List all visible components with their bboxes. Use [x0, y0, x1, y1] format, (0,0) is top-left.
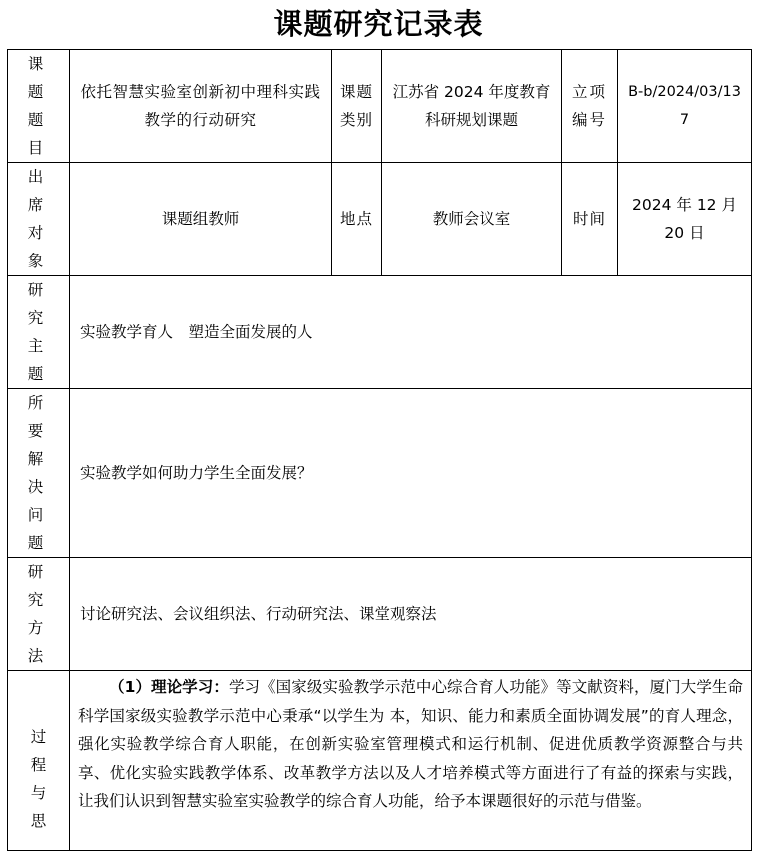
process-label-char-2: 程: [30, 755, 47, 774]
attendees-value: 课题组教师: [70, 163, 332, 276]
process-label-char-3: 与: [30, 783, 47, 802]
time-value: 2024 年 12 月 20 日: [618, 163, 752, 276]
problem-value: 实验教学如何助力学生全面发展？: [70, 389, 752, 558]
research-theme-label: [8, 276, 70, 389]
category-value: 江苏省 2024 年度教育科研规划课题: [382, 50, 562, 163]
project-no-value: B-b/2024/03/137: [618, 50, 752, 163]
problem-label-text: 所 要 解 决 问题: [27, 394, 50, 552]
process-content: [70, 671, 752, 851]
process-label-char-1: 过: [30, 727, 47, 746]
process-text: 学习《国家级实验教学示范中心综合育人功能》等文献资料，厦门大学生命科学国家级实验教学示范中心秉承“以学生为 本，知识、能力和素质全面协调发展”的育人理念，强化实验教学综合育人职能，在创新实验室管理模式和运行机制、促进优质教学资源整合与共享、优化实验实践教学体系、改革教学方法以及人才培养模式等方面进行了有益的探索与实践，让我们认识到智慧实验室实验教学的综合育人功能，给予本课题很好的示范与借鉴。: [78, 678, 743, 810]
table-row: [8, 671, 752, 851]
project-no-label: 立项编号: [562, 50, 618, 163]
location-value: 教师会议室: [382, 163, 562, 276]
process-heading: （1）理论学习：: [109, 678, 229, 696]
research-record-table: [7, 49, 752, 851]
table-row: [8, 276, 752, 389]
table-row: [8, 558, 752, 671]
table-row: [8, 50, 752, 163]
attendees-label: [8, 163, 70, 276]
topic-title-label-text: 课 题 题目: [27, 55, 50, 157]
document-title: 课题研究记录表: [273, 7, 484, 41]
research-theme-label-text: 研 究 主题: [27, 281, 50, 383]
attendees-label-text: 出 席 对象: [27, 168, 50, 270]
process-label: [8, 671, 70, 851]
method-value: 讨论研究法、会议组织法、行动研究法、课堂观察法: [70, 558, 752, 671]
problem-label: [8, 389, 70, 558]
topic-title-value: 依托智慧实验室创新初中理科实践教学的行动研究: [70, 50, 332, 163]
table-row: [8, 163, 752, 276]
time-label: 时间: [562, 163, 618, 276]
topic-title-label: [8, 50, 70, 163]
process-label-char-4: 思: [30, 811, 47, 830]
method-label: [8, 558, 70, 671]
location-label: 地点: [332, 163, 382, 276]
method-label-text: 研 究 方法: [27, 563, 50, 665]
table-row: [8, 389, 752, 558]
research-theme-value: 实验教学育人 塑造全面发展的人: [70, 276, 752, 389]
category-label: 课题类别: [332, 50, 382, 163]
